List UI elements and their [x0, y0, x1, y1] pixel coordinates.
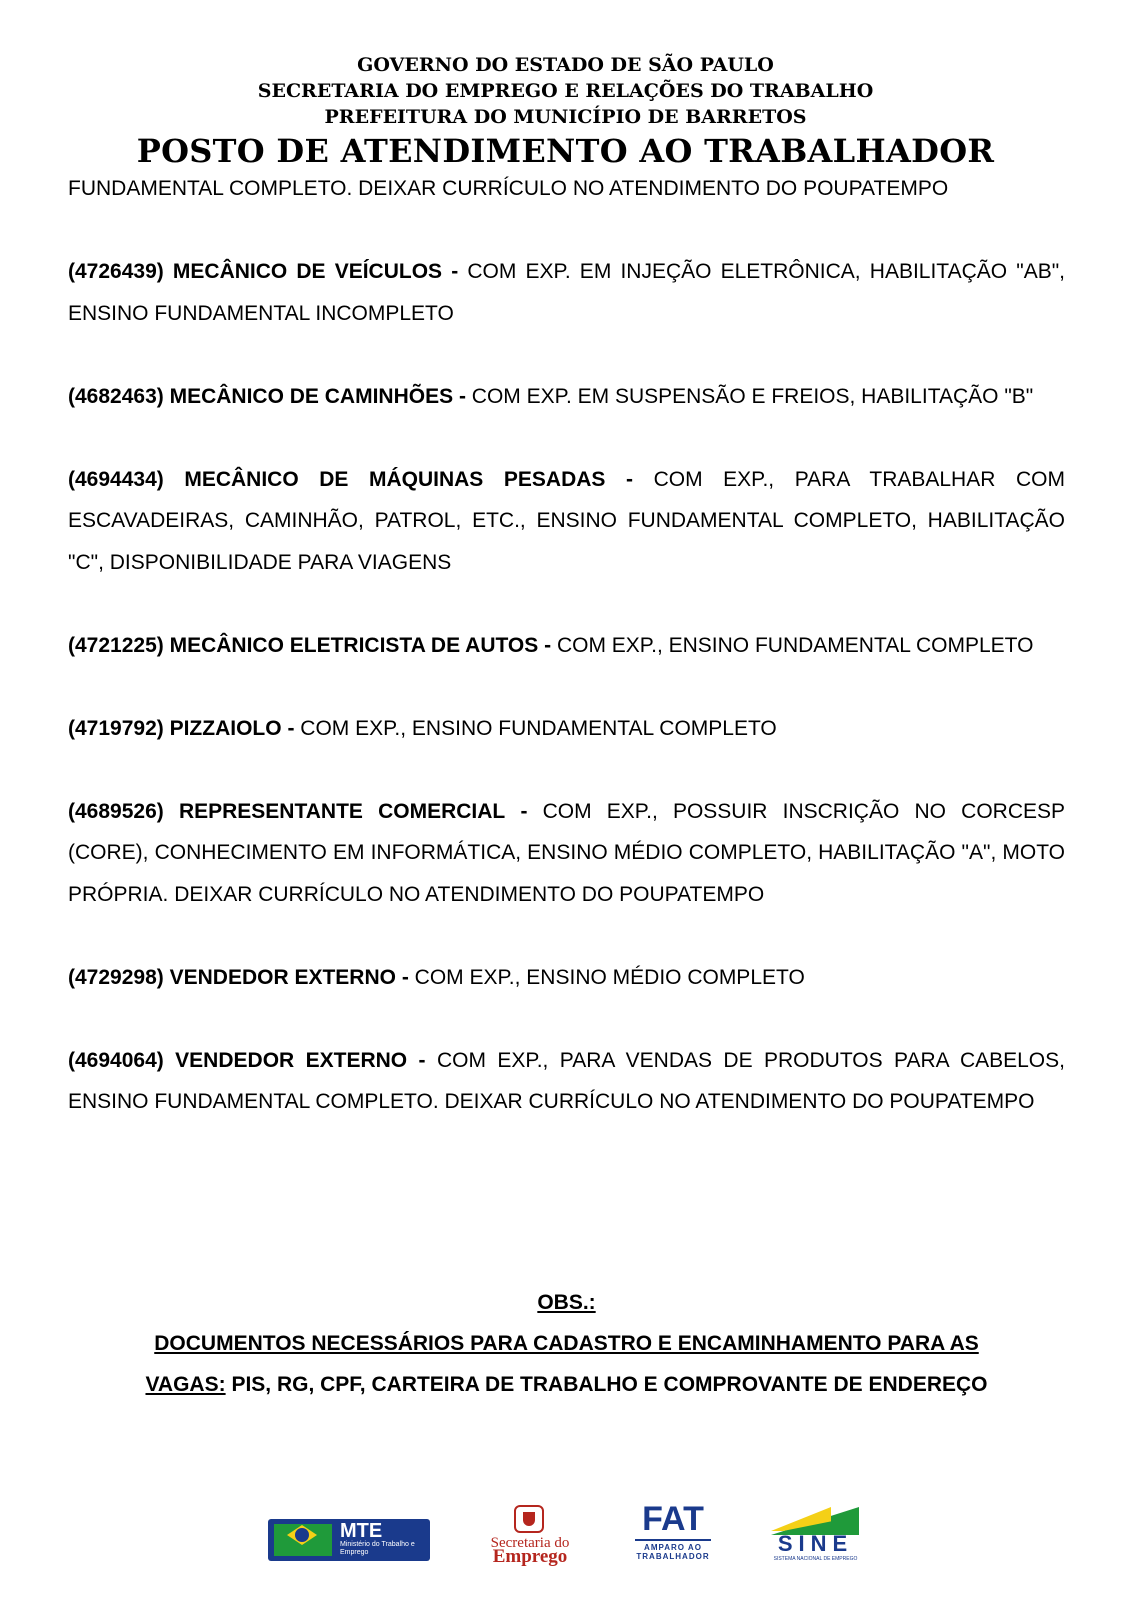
fat-logo-rule [635, 1539, 711, 1541]
job-listing [68, 708, 1065, 750]
job-description: COM EXP., PARA TRABALHAR COM ESCAVADEIRAS, CAMINHÃO, PATROL, ETC., ENSINO FUNDAMENTAL COMPLETO, HABILITAÇÃO "C", DISPONIBILIDADE PARA VIAGENS [68, 467, 1065, 574]
header-prefecture: PREFEITURA DO MUNICÍPIO DE BARRETOS [324, 106, 807, 128]
secretaria-logo-line1: Secretaria do [490, 1535, 570, 1551]
job-title: MECÂNICO DE VEÍCULOS [172, 260, 443, 283]
job-title: MECÂNICO ELETRICISTA DE AUTOS [169, 633, 539, 657]
mte-logo-text: MTE [340, 1520, 383, 1542]
job-code: (4726439) [68, 260, 164, 283]
secretaria-logo-line2: Emprego [492, 1546, 568, 1567]
footer-logos [268, 1500, 908, 1567]
continuation-text: FUNDAMENTAL COMPLETO. DEIXAR CURRÍCULO NO ATENDIMENTO DO POUPATEMPO [68, 177, 949, 200]
fat-logo [633, 1500, 713, 1565]
mte-logo [268, 1519, 430, 1561]
sine-logo [753, 1505, 878, 1565]
job-title: PIZZAIOLO [169, 716, 282, 740]
fat-logo-subtitle: AMPARO AO TRABALHADOR [636, 1543, 710, 1561]
observation-section [68, 1282, 1065, 1405]
separator: - [287, 716, 295, 740]
obs-vagas-label: VAGAS: [145, 1373, 226, 1396]
job-listing [68, 957, 1065, 999]
separator: - [544, 633, 552, 657]
job-listing [68, 791, 1065, 916]
job-title: MECÂNICO DE MÁQUINAS PESADAS [184, 467, 606, 491]
job-code: (4689526) [68, 799, 164, 823]
job-code: (4694434) [68, 467, 164, 491]
job-title: VENDEDOR EXTERNO [175, 1048, 408, 1072]
job-description: COM EXP. EM SUSPENSÃO E FREIOS, HABILITAÇÃO "B" [471, 384, 1034, 408]
job-listing [68, 459, 1065, 584]
job-listing [68, 1040, 1065, 1123]
job-title: MECÂNICO DE CAMINHÕES [169, 384, 454, 408]
job-code: (4682463) [68, 384, 164, 408]
job-code: (4719792) [68, 716, 164, 740]
job-description: COM EXP., ENSINO MÉDIO COMPLETO [414, 965, 805, 989]
separator: - [520, 799, 528, 823]
job-description: COM EXP., POSSUIR INSCRIÇÃO NO CORCESP (CORE), CONHECIMENTO EM INFORMÁTICA, ENSINO MÉDIO COMPLETO, HABILITAÇÃO "A", MOTO PRÓPRIA. DEIXAR CURRÍCULO NO ATENDIMENTO DO POUPATEMPO [68, 799, 1066, 906]
job-description: COM EXP. EM INJEÇÃO ELETRÔNICA, HABILITAÇÃO "AB", ENSINO FUNDAMENTAL INCOMPLETO [68, 260, 1065, 325]
job-code: (4694064) [68, 1048, 164, 1072]
header-government: GOVERNO DO ESTADO DE SÃO PAULO [357, 54, 774, 76]
job-description: COM EXP., ENSINO FUNDAMENTAL COMPLETO [300, 716, 777, 740]
sine-logo-subtitle: SISTEMA NACIONAL DE EMPREGO [773, 1556, 858, 1562]
obs-documents-line: DOCUMENTOS NECESSÁRIOS PARA CADASTRO E ENCAMINHAMENTO PARA AS [154, 1332, 979, 1355]
page-title: POSTO DE ATENDIMENTO AO TRABALHADOR [136, 132, 995, 170]
obs-label: OBS.: [537, 1291, 596, 1314]
job-title: REPRESENTANTE COMERCIAL [178, 799, 506, 823]
job-listing [68, 625, 1065, 667]
secretaria-emprego-logo [468, 1505, 592, 1565]
job-description: COM EXP., PARA VENDAS DE PRODUTOS PARA CABELOS, ENSINO FUNDAMENTAL COMPLETO. DEIXAR CURRÍCULO NO ATENDIMENTO DO POUPATEMPO [68, 1048, 1065, 1113]
obs-documents-list [68, 1364, 1065, 1405]
sao-paulo-seal-icon [514, 1505, 544, 1533]
separator: - [458, 384, 466, 408]
separator: - [401, 965, 409, 989]
job-title: VENDEDOR EXTERNO [169, 965, 396, 989]
document-header [0, 52, 1131, 170]
header-secretariat: SECRETARIA DO EMPREGO E RELAÇÕES DO TRABALHO [257, 80, 874, 102]
obs-documents-items: PIS, RG, CPF, CARTEIRA DE TRABALHO E COMPROVANTE DE ENDEREÇO [225, 1373, 988, 1396]
job-listing [68, 376, 1065, 418]
job-description: COM EXP., ENSINO FUNDAMENTAL COMPLETO [556, 633, 1034, 657]
sine-logo-text: SINE [777, 1531, 854, 1556]
separator: - [626, 467, 633, 491]
fat-logo-text: FAT [642, 1500, 704, 1538]
flag-globe-icon [295, 1528, 309, 1542]
job-listings [68, 168, 1065, 1164]
job-code: (4729298) [68, 965, 164, 989]
mte-logo-subtitle: Ministério do Trabalho e Emprego [340, 1541, 415, 1556]
job-listing [68, 251, 1065, 334]
separator: - [418, 1048, 426, 1072]
separator: - [451, 260, 459, 283]
job-code: (4721225) [68, 633, 164, 657]
